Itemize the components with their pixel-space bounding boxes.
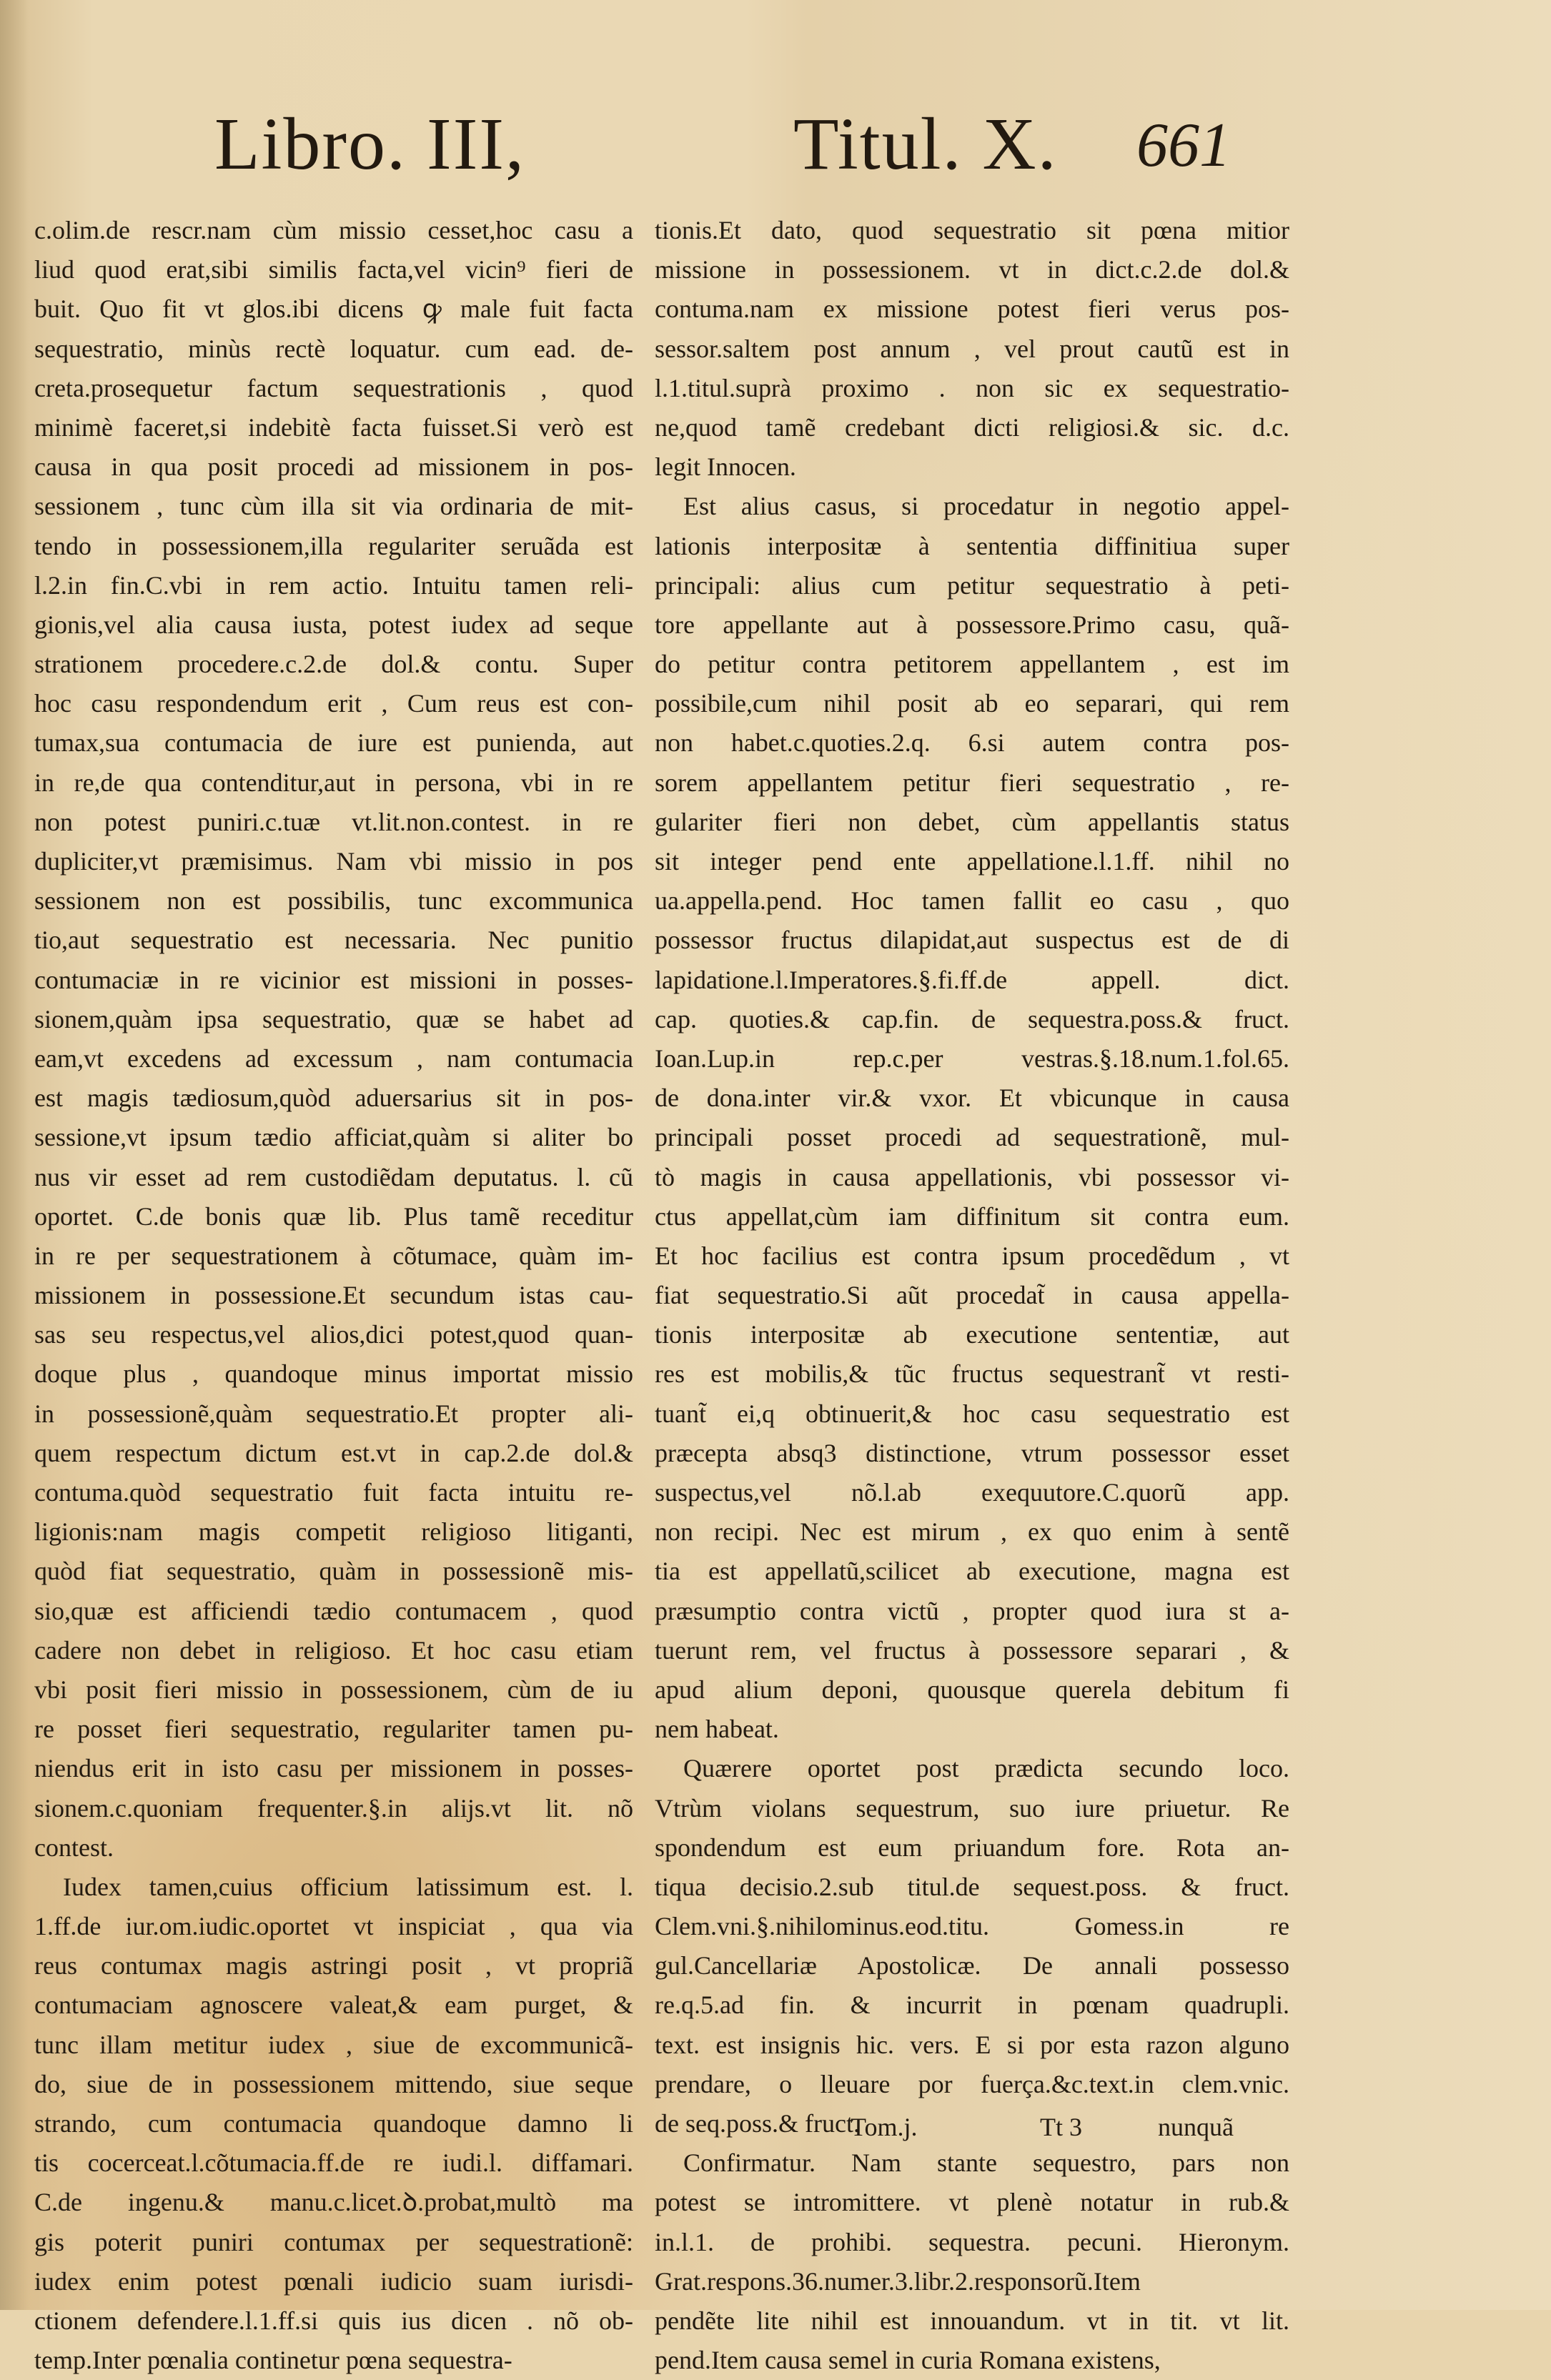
footer-volume: Tom.j. bbox=[851, 2113, 918, 2141]
text-line: Grat.respons.36.numer.3.libr.2.responsorũ.Item bbox=[655, 2266, 1141, 2296]
page-gutter-shadow bbox=[0, 0, 29, 2310]
text-line: de dona.inter vir.& vxor. Et vbicunque in causa bbox=[655, 1084, 1289, 1113]
text-line: l.2.in fin.C.vbi in rem actio. Intuitu tamen reli- bbox=[34, 570, 633, 600]
text-line: cadere non debet in religioso. Et hoc casu etiam bbox=[34, 1635, 633, 1665]
text-line: sionem,quàm ipsa sequestratio, quæ se habet ad bbox=[34, 1004, 633, 1033]
text-line: doque plus , quandoque minus importat missio bbox=[34, 1359, 633, 1389]
text-line: gul.Cancellariæ Apostolicæ. De annali possesso bbox=[655, 1951, 1289, 1980]
text-line: sionem.c.quoniam frequenter.§.in alijs.vt lit. nõ bbox=[34, 1793, 633, 1823]
text-line: est magis tædiosum,quòd aduersarius sit in pos- bbox=[34, 1084, 633, 1113]
text-line: quem respectum dictum est.vt in cap.2.de dol.& bbox=[34, 1438, 633, 1467]
text-line: in re per sequestrationem à cõtumace, quàm im- bbox=[34, 1241, 633, 1270]
text-line: nem habeat. bbox=[655, 1715, 779, 1744]
right-text-column bbox=[655, 211, 1289, 2380]
text-line: tio,aut sequestratio est necessaria. Nec punitio bbox=[34, 926, 633, 955]
text-line: lationis interpositæ à sententia diffinitiua super bbox=[655, 531, 1289, 560]
text-line: res est mobilis,& tũc fructus sequestrant̃ vt resti- bbox=[655, 1359, 1289, 1389]
text-line: Est alius casus, si procedatur in negotio appel- bbox=[683, 492, 1289, 521]
text-line: contuma.quòd sequestratio fuit facta intuitu re- bbox=[34, 1478, 633, 1507]
text-line: C.de ingenu.& manu.c.licet.ꝺ.probat,multò ma bbox=[34, 2188, 633, 2217]
text-line: strando, cum contumacia quandoque damno li bbox=[34, 2109, 633, 2138]
text-line: causa in qua posit procedi ad missionem in pos- bbox=[34, 452, 633, 482]
text-line: Clem.vni.§.nihilominus.eod.titu. Gomess.in re bbox=[655, 1912, 1289, 1941]
text-line: sessione,vt ipsum tædio afficiat,quàm si aliter bo bbox=[34, 1123, 633, 1152]
text-line: missione in possessionem. vt in dict.c.2.de dol.& bbox=[655, 255, 1289, 284]
text-line: missionem in possessione.Et secundum istas cau- bbox=[34, 1281, 633, 1310]
text-line: minimè faceret,si indebitè facta fuisset.Si verò est bbox=[34, 412, 633, 442]
text-line: strationem procedere.c.2.de dol.& contu. Super bbox=[34, 650, 633, 679]
text-line: fiat sequestratio.Si aũt procedat̃ in causa appella- bbox=[655, 1281, 1289, 1310]
text-line: contumaciæ in re vicinior est missioni in posses- bbox=[34, 965, 633, 994]
text-line: Ioan.Lup.in rep.c.per vestras.§.18.num.1.fol.65. bbox=[655, 1043, 1289, 1073]
text-line: potest se intromittere. vt plenè notatur in rub.& bbox=[655, 2188, 1289, 2217]
text-line: tunc illam metitur iudex , siue de excommunicã- bbox=[34, 2030, 633, 2059]
text-line: tuerunt rem, vel fructus à possessore separari , & bbox=[655, 1635, 1289, 1665]
text-line: l.1.titul.suprà proximo . non sic ex sequestratio- bbox=[655, 373, 1289, 402]
text-line: sessionem non est possibilis, tunc excommunica bbox=[34, 886, 633, 916]
text-line: tumax,sua contumacia de iure est punienda, aut bbox=[34, 728, 633, 758]
text-line: reus contumax magis astringi posit , vt propriã bbox=[34, 1951, 633, 1980]
text-line: tia est appellatũ,scilicet ab executione, magna est bbox=[655, 1557, 1289, 1586]
text-line: vbi posit fieri missio in possessionem, cùm de iu bbox=[34, 1675, 633, 1704]
text-line: Confirmatur. Nam stante sequestro, pars non bbox=[683, 2148, 1289, 2178]
text-line: contuma.nam ex missione potest fieri verus pos- bbox=[655, 294, 1289, 324]
text-line: Vtrùm violans sequestrum, suo iure priuetur. Re bbox=[655, 1793, 1289, 1823]
text-line: ligionis:nam magis competit religioso litiganti, bbox=[34, 1517, 633, 1547]
footer-signature-mark: Tt 3 bbox=[1040, 2113, 1082, 2141]
text-line: re posset fieri sequestratio, regulariter tamen pu- bbox=[34, 1715, 633, 1744]
text-line: tionis interpositæ ab executione sententiæ, aut bbox=[655, 1320, 1289, 1349]
text-line: gulariter fieri non debet, cùm appellantis status bbox=[655, 807, 1289, 836]
text-line: Quærere oportet post prædicta secundo loco. bbox=[683, 1754, 1289, 1783]
text-line: temp.Inter pœnalia continetur pœna sequestra- bbox=[34, 2346, 512, 2375]
text-line: non habet.c.quoties.2.q. 6.si autem contra pos- bbox=[655, 728, 1289, 758]
text-line: spondendum est eum priuandum fore. Rota an- bbox=[655, 1833, 1289, 1862]
text-line: sessor.saltem post annum , vel prout cautũ est in bbox=[655, 334, 1289, 363]
text-line: quòd fiat sequestratio, quàm in possessionẽ mis- bbox=[34, 1557, 633, 1586]
text-line: dupliciter,vt præmisimus. Nam vbi missio in pos bbox=[34, 847, 633, 876]
text-line: ua.appella.pend. Hoc tamen fallit eo casu , quo bbox=[655, 886, 1289, 916]
text-line: hoc casu respondendum erit , Cum reus est con- bbox=[34, 689, 633, 718]
text-line: do petitur contra petitorem appellantem , est im bbox=[655, 650, 1289, 679]
text-line: contumaciam agnoscere valeat,& eam purget, & bbox=[34, 1990, 633, 2020]
text-line: pendẽte lite nihil est innouandum. vt in tit. vt lit. bbox=[655, 2306, 1289, 2335]
text-line: suspectus,vel nõ.l.ab exequutore.C.quorũ app. bbox=[655, 1478, 1289, 1507]
text-line: iudex enim potest pœnali iudicio suam iurisdi- bbox=[34, 2266, 633, 2296]
text-line: cap. quoties.& cap.fin. de sequestra.poss.& fruct. bbox=[655, 1004, 1289, 1033]
text-line: non recipi. Nec est mirum , ex quo enim à sentẽ bbox=[655, 1517, 1289, 1547]
text-line: de seq.poss.& fruct. bbox=[655, 2109, 860, 2138]
text-line: creta.prosequetur factum sequestrationis , quod bbox=[34, 373, 633, 402]
text-line: principali: alius cum petitur sequestratio à peti- bbox=[655, 570, 1289, 600]
text-line: 1.ff.de iur.om.iudic.oportet vt inspiciat , qua via bbox=[34, 1912, 633, 1941]
text-line: non potest puniri.c.tuæ vt.lit.non.contest. in re bbox=[34, 807, 633, 836]
text-line: Et hoc facilius est contra ipsum procedẽdum , vt bbox=[655, 1241, 1289, 1270]
text-line: gionis,vel alia causa iusta, potest iudex ad seque bbox=[34, 610, 633, 639]
text-line: sessionem , tunc cùm illa sit via ordinaria de mit- bbox=[34, 492, 633, 521]
text-line: possibile,cum nihil posit ab eo separari, qui rem bbox=[655, 689, 1289, 718]
footer-catchword: nunquã bbox=[1158, 2113, 1234, 2141]
text-line: pend.Item causa semel in curia Romana existens, bbox=[655, 2346, 1161, 2375]
text-line: prendare, o lleuare por fuerça.&c.text.in clem.vnic. bbox=[655, 2069, 1289, 2098]
text-line: contest. bbox=[34, 1833, 114, 1862]
text-line: sas seu respectus,vel alios,dici potest,quod quan- bbox=[34, 1320, 633, 1349]
text-line: eam,vt excedens ad excessum , nam contumacia bbox=[34, 1043, 633, 1073]
text-line: re.q.5.ad fin. & incurrit in pœnam quadrupli. bbox=[655, 1990, 1289, 2020]
text-line: buit. Quo fit vt glos.ibi dicens ꝙ male fuit facta bbox=[34, 294, 633, 324]
text-line: tiqua decisio.2.sub titul.de sequest.poss. & fruct. bbox=[655, 1872, 1289, 1901]
text-line: liud quod erat,sibi similis facta,vel vicin⁹ fieri de bbox=[34, 255, 633, 284]
text-line: præsumptio contra victũ , propter quod iura st a- bbox=[655, 1596, 1289, 1625]
text-line: ne,quod tamẽ credebant dicti religiosi.& sic. d.c. bbox=[655, 412, 1289, 442]
text-line: nus vir esset ad rem custodiẽdam deputatus. l. cũ bbox=[34, 1162, 633, 1191]
text-line: possessor fructus dilapidat,aut suspectus est de di bbox=[655, 926, 1289, 955]
text-line: tis cocerceat.l.cõtumacia.ff.de re iudi.l. diffamari. bbox=[34, 2148, 633, 2178]
text-line: tionis.Et dato, quod sequestratio sit pœna mitior bbox=[655, 216, 1289, 244]
text-line: apud alium deponi, quousque querela debitum fi bbox=[655, 1675, 1289, 1704]
folio-number: 661 bbox=[1136, 111, 1231, 180]
text-line: do, siue de in possessionem mittendo, siue seque bbox=[34, 2069, 633, 2098]
running-head-book: Libro. III, bbox=[214, 103, 525, 185]
text-line: in re,de qua contenditur,aut in persona, vbi in re bbox=[34, 768, 633, 797]
text-line: oportet. C.de bonis quæ lib. Plus tamẽ receditur bbox=[34, 1201, 633, 1231]
text-line: niendus erit in isto casu per missionem in posses- bbox=[34, 1754, 633, 1783]
left-text-column bbox=[34, 211, 633, 2380]
text-line: sequestratio, minùs rectè loquatur. cum ead. de- bbox=[34, 334, 633, 363]
text-line: ctionem defendere.l.1.ff.si quis ius dicen . nõ ob- bbox=[34, 2306, 633, 2335]
text-line: tendo in possessionem,illa regulariter seruãda est bbox=[34, 531, 633, 560]
text-line: in.l.1. de prohibi. sequestra. pecuni. Hieronym. bbox=[655, 2227, 1289, 2256]
text-line: præcepta absq3 distinctione, vtrum possessor esset bbox=[655, 1438, 1289, 1467]
text-line: sorem appellantem petitur fieri sequestratio , re- bbox=[655, 768, 1289, 797]
text-line: lapidatione.l.Imperatores.§.fi.ff.de appell. dict. bbox=[655, 965, 1289, 994]
text-line: principali posset procedi ad sequestrationẽ, mul- bbox=[655, 1123, 1289, 1152]
text-line: Iudex tamen,cuius officium latissimum est. l. bbox=[63, 1872, 633, 1901]
text-line: tò magis in causa appellationis, vbi possessor vi- bbox=[655, 1162, 1289, 1191]
text-line: ctus appellat,cùm iam diffinitum sit contra eum. bbox=[655, 1201, 1289, 1231]
text-line: gis poterit puniri contumax per sequestrationẽ: bbox=[34, 2227, 633, 2256]
text-line: sio,quæ est afficiendi tædio contumacem , quod bbox=[34, 1596, 633, 1625]
text-line: in possessionẽ,quàm sequestratio.Et propter ali- bbox=[34, 1399, 633, 1428]
text-line: tore appellante aut à possessore.Primo casu, quã- bbox=[655, 610, 1289, 639]
text-line: legit Innocen. bbox=[655, 452, 796, 482]
text-line: text. est insignis hic. vers. E si por esta razon alguno bbox=[655, 2030, 1289, 2059]
text-line: c.olim.de rescr.nam cùm missio cesset,hoc casu a bbox=[34, 216, 633, 244]
running-head-title: Titul. X. bbox=[793, 103, 1058, 185]
text-line: tuant̃ ei,q obtinuerit,& hoc casu sequestratio est bbox=[655, 1399, 1289, 1428]
text-line: sit integer pend ente appellatione.l.1.ff. nihil no bbox=[655, 847, 1289, 876]
